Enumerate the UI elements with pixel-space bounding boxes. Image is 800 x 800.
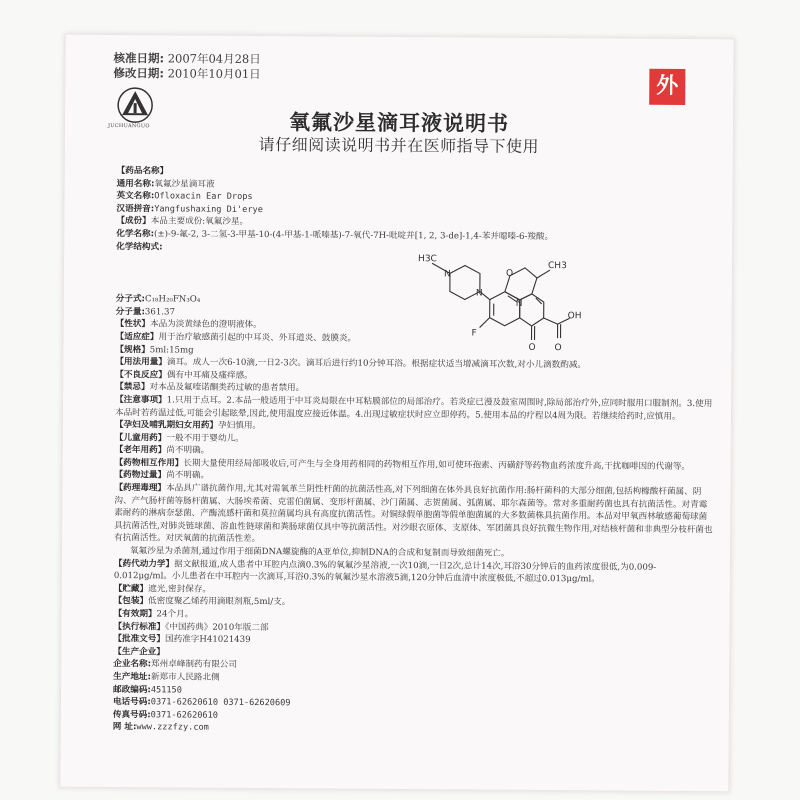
section-text: 361.37 bbox=[144, 306, 176, 318]
leaflet-print-area bbox=[60, 35, 733, 792]
section-label: 【药物相互作用】 bbox=[114, 457, 184, 469]
section-label: 【老年用药】 bbox=[114, 445, 167, 456]
section-text: 《中国药典》2010年版二部 bbox=[165, 621, 269, 633]
section-text: 氧氟沙星为杀菌剂,通过作用于细菌DNA螺旋酶的A亚单位,抑制DNA的合成和复制而导致细菌死亡。 bbox=[129, 546, 510, 559]
section-text: 1.只用于点耳。2.本品一般适用于中耳炎局限在中耳粘膜部位的局部治疗。若炎症已漫及鼓室周围时,除局部治疗外,应同时服用口服制剂。3.使用本品时若药温过低,可能会引起眩晕,因此,使用温度应接近体温。4.出现过敏症状时应立即停药。5.使用本品的疗程以4周为限。若继续给药时,应慎用。 bbox=[114, 395, 713, 422]
section-label: 【成份】 bbox=[116, 216, 151, 227]
section-label: 【药物过量】 bbox=[114, 470, 167, 481]
section-label: 【有效期】 bbox=[113, 609, 157, 620]
revision-label: 修改日期: bbox=[113, 66, 165, 81]
section-label: 【注意事项】 bbox=[115, 394, 167, 406]
section-pharmacokinetics bbox=[114, 558, 714, 587]
section-label: 【药代动力学】 bbox=[113, 558, 175, 570]
section-text: Yangfushaxing Di'erye bbox=[154, 204, 263, 215]
section-pharmacology bbox=[114, 482, 714, 549]
section-label: 网 址: bbox=[112, 722, 137, 733]
section-text: 本品主要成份:氧氟沙星。 bbox=[150, 216, 249, 228]
section-label: 传真号码: bbox=[112, 709, 151, 721]
section-text: 低密度聚乙烯药用滴眼剂瓶,5ml/支。 bbox=[148, 596, 291, 608]
section-label: 【贮藏】 bbox=[113, 583, 149, 595]
leaflet-body bbox=[113, 165, 717, 738]
struct-label-oh: OH bbox=[567, 311, 582, 322]
section-label: 【药理毒理】 bbox=[114, 483, 167, 494]
section-text: 本品具广谱抗菌作用,尤其对需氧革兰阴性杆菌的抗菌活性高,对下列细菌在体外具良好抗菌作用:肠杆菌科的大部分细菌,包括枸橼酸杆菌属、阴沟、产气肠杆菌等肠杆菌属、大肠埃希菌、克雷伯菌属、变形杆菌属、沙门菌属、志贺菌属、弧菌属、耶尔森菌等。常对多重耐药菌也具有抗菌活性。对青霉素耐药的淋病奈瑟菌、产酶流感杆菌和莫拉菌属均具有高度抗菌活性。对铜绿假单胞菌等假单胞菌属的大多数菌株具抗菌作用。本品对甲氧西林敏感葡萄球菌具抗菌活性,对肺炎链球菌、溶血性链球菌和粪肠球菌仅具中等抗菌活性。对沙眼衣原体、支原体、军团菌具良好抗微生物作用,对结核杆菌和非典型分枝杆菌也有抗菌活性。对厌氧菌的抗菌活性差。 bbox=[114, 483, 713, 545]
section-label: 【生产企业】 bbox=[113, 646, 165, 658]
section-label: 【用法用量】 bbox=[115, 357, 167, 368]
section-text: 孕妇慎用。 bbox=[218, 420, 262, 432]
section-text: 用于治疗敏感菌引起的中耳炎、外耳道炎、鼓膜炎。 bbox=[158, 332, 357, 344]
section-text: 本品为淡黄绿色的澄明液体。 bbox=[149, 319, 262, 331]
section-text: 5ml:15mg bbox=[149, 344, 194, 356]
section-text: Ofloxacin Ear Drops bbox=[154, 191, 253, 203]
section-label: 通用名称: bbox=[116, 178, 155, 189]
section-text: 451150 bbox=[150, 684, 182, 696]
section-text: 对本品及氟喹诺酮类药过敏的患者禁用。 bbox=[149, 382, 305, 394]
struct-label-o-ketone: O bbox=[528, 342, 536, 353]
section-text: 氧氟沙星滴耳液 bbox=[154, 178, 215, 190]
section-text: 尚不明确。 bbox=[166, 470, 210, 482]
approval-label: 核准日期: bbox=[113, 51, 165, 66]
section-label: 【孕妇及哺乳期妇女用药】 bbox=[114, 420, 219, 431]
section-text: 郑州卓峰制药有限公司 bbox=[151, 659, 238, 671]
section-label: 【适应症】 bbox=[115, 331, 159, 343]
section-text: C₁₈H₂₀FN₃O₄ bbox=[144, 294, 201, 305]
section-text: (±)-9-氟-2, 3-二氢-3-甲基-10-(4-甲基-1-哌嗪基)-7-氧代-7H-吡啶并[1, 2, 3-de]-1,4-苯并噁嗪-6-羧酸。 bbox=[154, 229, 554, 243]
struct-label-f: F bbox=[471, 328, 477, 339]
section-text: 尚不明确。 bbox=[166, 445, 210, 456]
section-text: www.zzzfzy.com bbox=[136, 722, 209, 734]
document-subtitle: 请仔细阅读说明书并在医师指导下使用 bbox=[258, 135, 540, 156]
section-label: 分子式: bbox=[115, 294, 146, 305]
section-text: 24个月。 bbox=[156, 609, 194, 620]
section-text: 0371-62620610 bbox=[150, 710, 218, 721]
section-text: 一般不用于婴幼儿。 bbox=[166, 433, 244, 444]
struct-label-n2: N bbox=[475, 288, 483, 299]
revision-date: 2010年10月01日 bbox=[167, 66, 261, 82]
section-text: 偶有中耳痛及瘙痒感。 bbox=[166, 370, 253, 381]
section-label: 【包装】 bbox=[113, 596, 149, 607]
section-label: 化学结构式: bbox=[116, 241, 163, 252]
section-label: 邮政编码: bbox=[113, 684, 151, 695]
section-text: 滴耳。成人一次6-10滴,一日2-3次。滴耳后进行约10分钟耳浴。根据症状适当增减滴耳次数,对小儿滴数酌减。 bbox=[166, 357, 587, 371]
otc-badge: 外 bbox=[649, 69, 685, 105]
structure-spacer bbox=[116, 253, 716, 297]
logo-text: JUCHUANGUO bbox=[107, 122, 150, 130]
struct-label-n3: N bbox=[515, 298, 523, 309]
struct-label-n1: N bbox=[443, 269, 451, 280]
section-label: 化学名称: bbox=[116, 229, 155, 240]
dates-block bbox=[113, 51, 261, 82]
approval-date: 2007年04月28日 bbox=[167, 51, 261, 67]
struct-label-ch3: CH3 bbox=[547, 261, 567, 272]
section-label: 【儿童用药】 bbox=[114, 432, 167, 444]
section-label: 汉语拼音: bbox=[116, 203, 155, 215]
section-label: 【执行标准】 bbox=[113, 621, 166, 632]
section-label: 分子量: bbox=[115, 306, 145, 317]
section-label: 英文名称: bbox=[116, 191, 155, 202]
section-text: 0371-62620610 0371-62620609 bbox=[150, 697, 291, 709]
struct-label-o-acid: O bbox=[554, 343, 562, 354]
section-label: 【禁忌】 bbox=[115, 382, 150, 393]
document-title: 氧氟沙星滴耳液说明书 bbox=[288, 110, 510, 136]
leaflet-sheet bbox=[59, 34, 734, 793]
section-label: 电话号码: bbox=[112, 697, 151, 708]
section-text: 国药准字H41021439 bbox=[164, 634, 251, 646]
section-text: 遮光,密封保存。 bbox=[148, 584, 212, 595]
section-label: 生产地址: bbox=[113, 671, 151, 683]
section-label: 【批准文号】 bbox=[113, 634, 166, 645]
section-text: 据文献报道,成人患者中耳腔内点滴0.3%的氧氟沙星溶液,一次10滴,一日2次,总计14次,耳浴30分钟后的血药浓度很低,为0.009-0.012μg/ml。小儿患者在中耳腔内一次滴耳,耳浴0.3%的氧氟沙星水溶液5滴,120分钟后血清中浓度极低,不超过0.013μg/ml。 bbox=[113, 559, 657, 585]
section-text: 长期大量使用经局部吸收后,可产生与全身用药相同的药物相互作用,如可使环孢素、丙磺舒等药物血药浓度升高,干扰咖啡因的代谢等。 bbox=[183, 458, 691, 472]
section-label: 【药品名称】 bbox=[116, 166, 169, 177]
section-label: 企业名称: bbox=[113, 659, 152, 670]
struct-label-o-ring: O bbox=[505, 268, 514, 279]
section-text: 新郑市人民路北侧 bbox=[150, 672, 220, 683]
section-label: 【规格】 bbox=[115, 344, 150, 355]
struct-label-h3c: H3C bbox=[418, 254, 437, 265]
section-label: 【性状】 bbox=[115, 319, 151, 330]
section-label: 【不良反应】 bbox=[115, 369, 167, 381]
